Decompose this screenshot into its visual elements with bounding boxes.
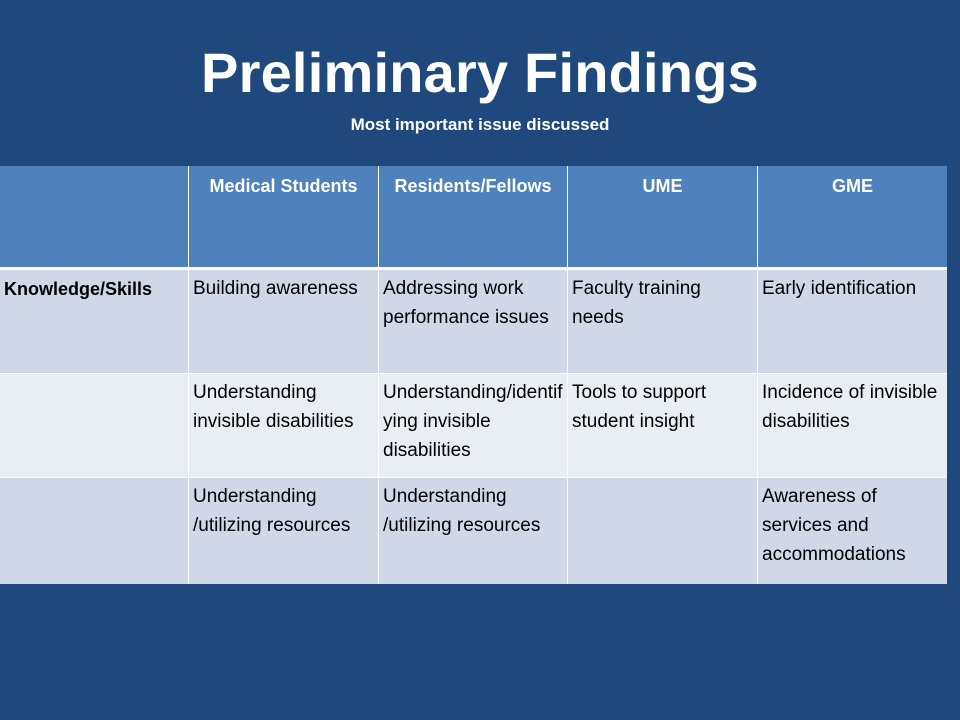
row-category-cell [0, 478, 189, 584]
table-header-row [0, 166, 947, 270]
table-row [0, 478, 947, 584]
header-ume: UME [568, 166, 758, 270]
header-empty-cell [0, 166, 189, 270]
table-row [0, 270, 947, 374]
table-cell: Tools to support student insight [568, 374, 758, 478]
table-cell: Faculty training needs [568, 270, 758, 374]
table-cell: Understanding /utilizing resources [189, 478, 379, 584]
table-cell: Early identification [758, 270, 947, 374]
table-cell: Understanding invisible disabilities [189, 374, 379, 478]
table-row [0, 374, 947, 478]
table-cell: Incidence of invisible disabilities [758, 374, 947, 478]
table-cell: Understanding/identifying invisible disabilities [379, 374, 568, 478]
row-category-cell: Knowledge/Skills [0, 270, 189, 374]
table-cell: Addressing work performance issues [379, 270, 568, 374]
table-cell: Understanding /utilizing resources [379, 478, 568, 584]
header-gme: GME [758, 166, 947, 270]
row-category-cell [0, 374, 189, 478]
header-medical-students: Medical Students [189, 166, 379, 270]
table-cell: Awareness of services and accommodations [758, 478, 947, 584]
table-cell [568, 478, 758, 584]
slide-subtitle: Most important issue discussed [350, 115, 610, 134]
slide-title: Preliminary Findings [201, 41, 759, 104]
header-residents-fellows: Residents/Fellows [379, 166, 568, 270]
findings-table [0, 166, 947, 584]
table-cell: Building awareness [189, 270, 379, 374]
